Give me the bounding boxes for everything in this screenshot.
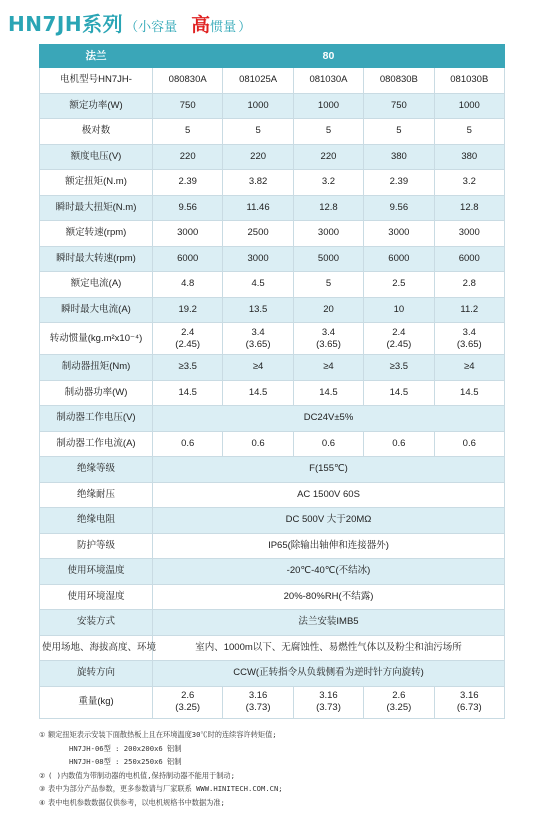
footnote-text: 额定扭矩表示安装下面散热板上且在环境温度30℃时的连续容许转矩值;: [48, 730, 277, 739]
row-value: 12.8: [293, 195, 363, 221]
row-value: 2.6 (3.25): [364, 686, 434, 718]
table-row: [40, 170, 505, 196]
row-value: 3.16 (3.73): [293, 686, 363, 718]
table-row: [40, 68, 505, 94]
row-value: 080830A: [153, 68, 223, 94]
row-value-span: 20%-80%RH(不结露): [153, 584, 505, 610]
table-row: [40, 93, 505, 119]
table-row: [40, 195, 505, 221]
row-value: 19.2: [153, 297, 223, 323]
footnote-line: [39, 728, 519, 742]
row-value: 220: [153, 144, 223, 170]
table-row: [40, 584, 505, 610]
title-subtitle-highlight: 高: [191, 15, 211, 36]
row-label: 瞬时最大扭矩(N.m): [40, 195, 153, 221]
table-row: [40, 272, 505, 298]
row-value: 6000: [153, 246, 223, 272]
row-label: 安装方式: [40, 610, 153, 636]
row-label: 旋转方向: [40, 661, 153, 687]
row-value: 1000: [223, 93, 293, 119]
row-value: 2.4 (2.45): [364, 323, 434, 355]
row-value: 5: [434, 119, 504, 145]
row-label: 电机型号HN7JH-: [40, 68, 153, 94]
row-value: 2.4 (2.45): [153, 323, 223, 355]
row-value: ≥4: [434, 355, 504, 381]
row-value: 3.82: [223, 170, 293, 196]
row-value: 2.8: [434, 272, 504, 298]
table-row: [40, 686, 505, 718]
row-value: 0.6: [293, 431, 363, 457]
row-label: 绝缘电阻: [40, 508, 153, 534]
footnote-text: 表中为部分产品参数，更多参数请与厂家联系 WWW.HINITECH.COM.CN;: [48, 784, 283, 794]
footnote-marker: ②: [39, 770, 46, 780]
table-row: [40, 380, 505, 406]
row-value: 2500: [223, 221, 293, 247]
series-name: HN7JH系列: [8, 12, 124, 36]
table-row: [40, 610, 505, 636]
row-value: ≥4: [293, 355, 363, 381]
row-value: 081030A: [293, 68, 363, 94]
footnote-marker: ③: [39, 784, 46, 794]
row-label: 额定转速(rpm): [40, 221, 153, 247]
row-value-span: AC 1500V 60S: [153, 482, 505, 508]
row-label: 瞬时最大转速(rpm): [40, 246, 153, 272]
row-value: 3.4 (3.65): [293, 323, 363, 355]
row-value: ≥4: [223, 355, 293, 381]
row-value-span: DC 500V 大于20MΩ: [153, 508, 505, 534]
row-label: 重量(kg): [40, 686, 153, 718]
row-label: 绝缘耐压: [40, 482, 153, 508]
row-value: 080830B: [364, 68, 434, 94]
row-value: 1000: [434, 93, 504, 119]
row-label: 转动惯量(kg.m²x10⁻⁴): [40, 323, 153, 355]
row-value: 14.5: [434, 380, 504, 406]
spec-table: [39, 44, 505, 719]
row-value: 3.4 (3.65): [223, 323, 293, 355]
row-value: 14.5: [364, 380, 434, 406]
footnote-line: [39, 769, 519, 783]
row-value: 6000: [434, 246, 504, 272]
table-row: [40, 406, 505, 432]
row-label: 额度电压(V): [40, 144, 153, 170]
row-value: 11.46: [223, 195, 293, 221]
row-value: 11.2: [434, 297, 504, 323]
footnote-text: HN7JH-06型 : 200x200x6 铝制: [69, 743, 182, 753]
row-value: 5000: [293, 246, 363, 272]
row-label: 瞬时最大电流(A): [40, 297, 153, 323]
row-value: 14.5: [223, 380, 293, 406]
footnote-text: ( )内数值为带制动器的电机值,保持制动器不能用于制动;: [48, 770, 235, 780]
row-value: 2.5: [364, 272, 434, 298]
row-label: 制动器扭矩(Nm): [40, 355, 153, 381]
footnote-line: [39, 755, 519, 769]
row-value: 750: [364, 93, 434, 119]
footnote-line: [39, 796, 519, 810]
table-row: [40, 635, 505, 661]
row-value: 20: [293, 297, 363, 323]
row-value: 14.5: [153, 380, 223, 406]
row-label: 使用场地、海拔高度、环境: [40, 635, 153, 661]
title-subtitle-pre: 小容量: [138, 19, 178, 34]
footnote-text: HN7JH-08型 : 250x250x6 铝制: [69, 757, 182, 767]
row-value: ≥3.5: [153, 355, 223, 381]
row-value: 5: [293, 272, 363, 298]
row-value: 14.5: [293, 380, 363, 406]
row-label: 极对数: [40, 119, 153, 145]
row-value: 0.6: [223, 431, 293, 457]
row-value: 0.6: [364, 431, 434, 457]
row-value-span: DC24V±5%: [153, 406, 505, 432]
row-value: 081030B: [434, 68, 504, 94]
footnote-marker: ④: [39, 797, 46, 807]
row-value: 0.6: [434, 431, 504, 457]
row-value: 2.6 (3.25): [153, 686, 223, 718]
row-label: 制动器工作电流(A): [40, 431, 153, 457]
table-row: [40, 559, 505, 585]
footnotes: [39, 728, 519, 810]
row-value: 3.4 (3.65): [434, 323, 504, 355]
row-value: 2.39: [364, 170, 434, 196]
row-value: 5: [153, 119, 223, 145]
row-value: 3000: [153, 221, 223, 247]
header-label: 法兰: [40, 45, 153, 68]
row-value: 5: [293, 119, 363, 145]
row-value: 4.8: [153, 272, 223, 298]
row-value: 13.5: [223, 297, 293, 323]
row-value: 220: [293, 144, 363, 170]
title-paren-open: （: [125, 19, 139, 34]
footnote-line: [39, 782, 519, 796]
table-row: [40, 457, 505, 483]
table-row: [40, 323, 505, 355]
row-value: 380: [434, 144, 504, 170]
row-label: 额定电流(A): [40, 272, 153, 298]
table-row: [40, 246, 505, 272]
row-value-span: IP65(除输出轴伸和连接器外): [153, 533, 505, 559]
row-value: 3.2: [293, 170, 363, 196]
row-value: 5: [223, 119, 293, 145]
table-row: [40, 482, 505, 508]
row-label: 制动器功率(W): [40, 380, 153, 406]
title-subtitle-post: 惯量: [210, 19, 237, 34]
row-value: 0.6: [153, 431, 223, 457]
row-label: 使用环境湿度: [40, 584, 153, 610]
row-value: 750: [153, 93, 223, 119]
row-value-span: -20℃-40℃(不结冰): [153, 559, 505, 585]
row-value: 3.16 (3.73): [223, 686, 293, 718]
row-label: 绝缘等级: [40, 457, 153, 483]
table-row: [40, 661, 505, 687]
row-value: 1000: [293, 93, 363, 119]
row-label: 使用环境温度: [40, 559, 153, 585]
row-value: 10: [364, 297, 434, 323]
footnote-line: [39, 742, 519, 756]
row-value-span: CCW(正转指令从负载侧看为逆时针方向旋转): [153, 661, 505, 687]
row-value: 3000: [293, 221, 363, 247]
row-value: 6000: [364, 246, 434, 272]
footnote-marker: ①: [39, 730, 46, 739]
row-value: 9.56: [364, 195, 434, 221]
row-label: 防护等级: [40, 533, 153, 559]
row-value: 3000: [364, 221, 434, 247]
row-value: 220: [223, 144, 293, 170]
table-row: [40, 221, 505, 247]
header-value: 80: [153, 45, 505, 68]
row-value: 9.56: [153, 195, 223, 221]
table-row: [40, 533, 505, 559]
page-title: [8, 8, 251, 34]
row-value: 3.2: [434, 170, 504, 196]
row-value: 4.5: [223, 272, 293, 298]
row-value: 2.39: [153, 170, 223, 196]
table-row: [40, 297, 505, 323]
title-paren-close: ）: [238, 19, 252, 34]
row-value-span: 法兰安装IMB5: [153, 610, 505, 636]
row-label: 制动器工作电压(V): [40, 406, 153, 432]
table-row: [40, 119, 505, 145]
row-value: 3000: [434, 221, 504, 247]
table-row: [40, 508, 505, 534]
table-row: [40, 355, 505, 381]
row-label: 额定功率(W): [40, 93, 153, 119]
row-value: 081025A: [223, 68, 293, 94]
row-value: ≥3.5: [364, 355, 434, 381]
table-header-row: [40, 45, 505, 68]
row-value: 3000: [223, 246, 293, 272]
row-value: 3.16 (6.73): [434, 686, 504, 718]
row-value: 380: [364, 144, 434, 170]
row-value-span: F(155℃): [153, 457, 505, 483]
row-value-span: 室内、1000m以下、无腐蚀性、易燃性气体以及粉尘和油污场所: [153, 635, 505, 661]
row-value: 5: [364, 119, 434, 145]
row-label: 额定扭矩(N.m): [40, 170, 153, 196]
table-row: [40, 431, 505, 457]
footnote-text: 表中电机参数数据仅供参考，以电机规格书中数据为准;: [48, 797, 225, 807]
row-value: 12.8: [434, 195, 504, 221]
table-row: [40, 144, 505, 170]
